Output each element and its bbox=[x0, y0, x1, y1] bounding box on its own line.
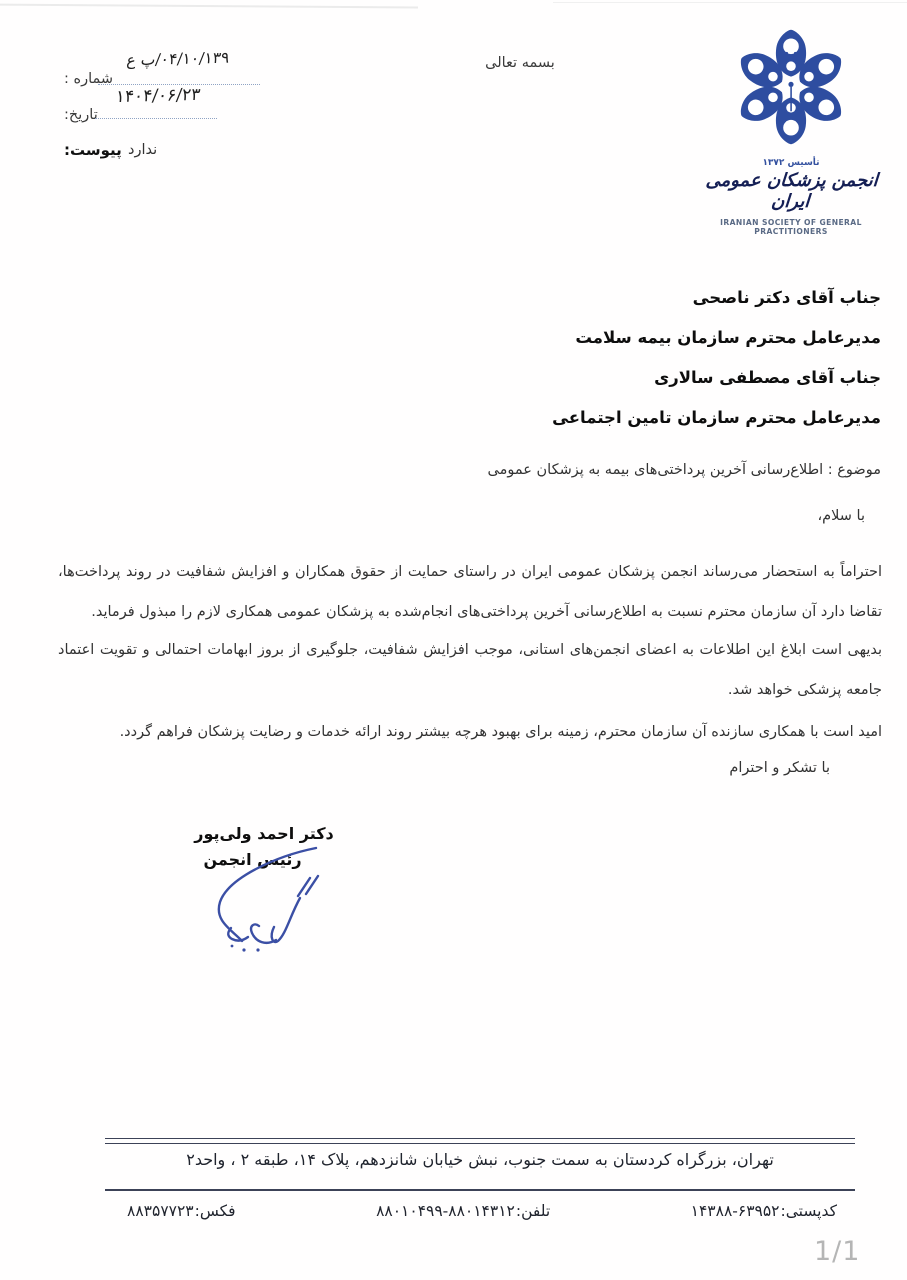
logo-name-fa: انجمن پزشکان عمومی ایران bbox=[704, 170, 879, 212]
fax-label: فکس: bbox=[194, 1202, 236, 1220]
letter-date-value: ۱۴۰۴/۰۶/۲۳ bbox=[114, 84, 202, 108]
footer-top-rule bbox=[105, 1138, 855, 1144]
letter-number-value: ۰۴/۱۰/۱۳۹/پ ع bbox=[125, 48, 231, 70]
postal-label: کدپستی: bbox=[780, 1202, 837, 1220]
letter-number-line bbox=[98, 70, 260, 85]
logo-name-en: IRANIAN SOCIETY OF GENERAL PRACTITIONERS bbox=[720, 218, 862, 236]
body-paragraph-1: احتراماً به استحضار می‌رساند انجمن پزشکان عمومی ایران در راستای حمایت از حقوق همکاران و افزایش شفافیت در روند پرداخت‌ها، تقاضا دارد آن سازمان محترم نسبت به اطلاع‌رسانی آخرین پرداختی‌های انجام‌شده به پزشکان عمومی همکاری لازم را مبذول فرماید. bbox=[58, 564, 882, 620]
recipient-line: مدیرعامل محترم سازمان تامین اجتماعی bbox=[552, 408, 881, 427]
bismillah: بسمه تعالی bbox=[485, 55, 555, 71]
phone bbox=[376, 1202, 550, 1220]
footer-address: تهران، بزرگراه کردستان به سمت جنوب، نبش خیابان شانزدهم، پلاک ۱۴، طبقه ۲ ، واحد۲ bbox=[186, 1150, 774, 1169]
body-paragraph-3: امید است با همکاری سازنده آن سازمان محترم، زمینه برای بهبود هرچه بیشتر روند ارائه خدمات و رضایت پزشکان فراهم گردد. bbox=[119, 724, 882, 740]
fax bbox=[127, 1202, 236, 1220]
recipient-line: جناب آقای دکتر ناصحی bbox=[692, 288, 881, 307]
fax-value: ۸۸۳۵۷۷۲۳ bbox=[127, 1202, 194, 1220]
footer-contacts bbox=[105, 1202, 855, 1220]
letter-number-label: شماره : bbox=[64, 71, 114, 87]
letter-date-label: تاریخ: bbox=[64, 107, 98, 123]
logo-established-text: تأسیس ۱۳۷۲ bbox=[762, 158, 820, 168]
recipient-line: مدیرعامل محترم سازمان بیمه سلامت bbox=[575, 328, 881, 347]
signatory-name: دکتر احمد ولی‌پور bbox=[194, 824, 334, 843]
postal-value: ۱۴۳۸۸-۶۳۹۵۲ bbox=[690, 1202, 780, 1220]
salutation: با سلام، bbox=[817, 508, 865, 524]
signatory-title: رئیس انجمن bbox=[203, 850, 302, 869]
body-paragraph-2: بدیهی است ابلاغ این اطلاعات به اعضای انجمن‌های استانی، موجب افزایش شفافیت، جلوگیری از بروز ابهامات احتمالی و تقویت اعتماد جامعه پزشکی خواهد شد. bbox=[58, 642, 882, 698]
society-logo bbox=[695, 22, 887, 236]
postal-code bbox=[691, 1202, 837, 1220]
scan-artifact bbox=[0, 3, 418, 8]
handwritten-signature bbox=[148, 842, 358, 957]
attachment-label: پیوست: bbox=[64, 141, 122, 159]
attachment-value: ندارد bbox=[128, 142, 158, 158]
scan-artifact bbox=[553, 2, 907, 3]
phone-label: تلفن: bbox=[515, 1202, 551, 1220]
phone-value: ۸۸۰۱۰۴۹۹-۸۸۰۱۴۳۱۲ bbox=[376, 1202, 515, 1220]
recipient-line: جناب آقای مصطفی سالاری bbox=[654, 368, 881, 387]
society-emblem bbox=[724, 22, 858, 152]
page-indicator: 1/1 bbox=[814, 1236, 861, 1267]
subject-line: موضوع : اطلاع‌رسانی آخرین پرداختی‌های بیمه به پزشکان عمومی bbox=[487, 462, 881, 478]
recipient-block bbox=[552, 278, 881, 438]
closing-phrase: با تشکر و احترام bbox=[729, 760, 830, 776]
footer-bottom-rule bbox=[105, 1189, 855, 1191]
